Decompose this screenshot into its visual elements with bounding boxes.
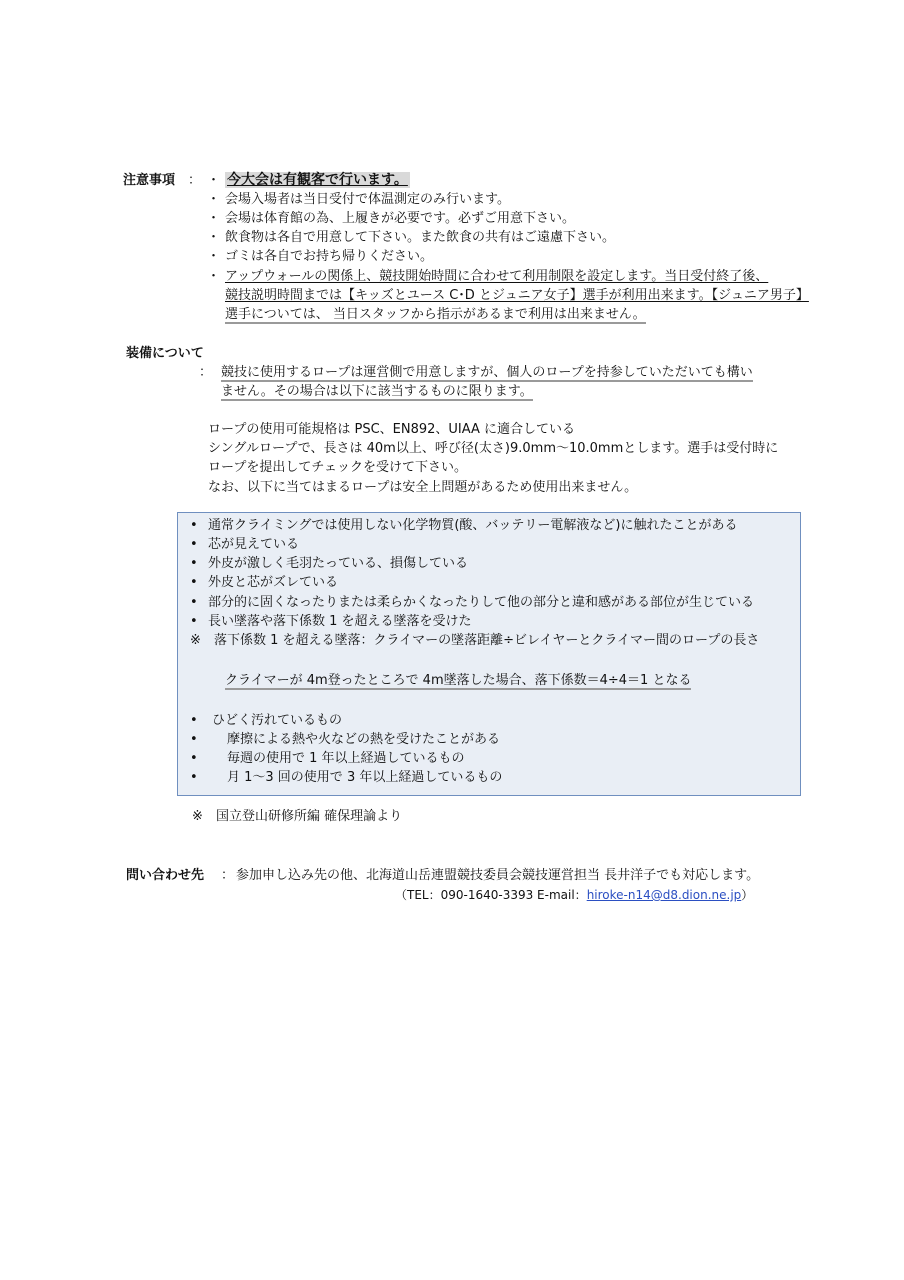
- equipment-intro-text: ません。その場合は以下に該当するものに限ります。: [221, 384, 533, 399]
- bullet: •: [190, 537, 198, 552]
- wall-line-2-wrap: [225, 305, 646, 324]
- contact-line: [395, 886, 753, 905]
- box-item-5: [190, 612, 472, 631]
- notes-item-2: [207, 209, 575, 228]
- box-item-0: [190, 516, 738, 535]
- notes-item-5: [207, 267, 768, 286]
- bullet: ・: [207, 230, 221, 245]
- equipment-intro-1: [221, 382, 533, 401]
- equipment-colon: ：: [199, 365, 213, 380]
- contact-colon: ：: [221, 868, 235, 883]
- bullet: ・: [207, 192, 221, 207]
- box-item-text: 部分的に固くなったりまたは柔らかくなったりして他の部分と違和感がある部位が生じている: [208, 595, 755, 610]
- wall-line-1: 競技説明時間までは【キッズとユース C･D とジュニア女子】選手が利用出来ます。【ジュニア男子】: [225, 288, 809, 303]
- box-note-text: 落下係数 1 を超える墜落：クライマーの墜落距離÷ビレイヤーとクライマー間のロープの長さ: [214, 633, 760, 648]
- bullet: •: [190, 713, 198, 728]
- box-example-text: クライマーが 4m登ったところで 4m墜落した場合、落下係数＝4÷4＝1 となる: [225, 673, 692, 688]
- contact-email-link[interactable]: hiroke-n14@d8.dion.ne.jp: [586, 888, 742, 902]
- note-mark: ※: [190, 633, 201, 648]
- box-item-text: 毎週の使用で 1 年以上経過しているもの: [227, 751, 465, 766]
- contact-close: ）: [741, 888, 754, 902]
- wall-line-1-wrap: [225, 286, 809, 305]
- box-item-text: 外皮が激しく毛羽たっている、損傷している: [208, 556, 469, 571]
- bullet: •: [190, 732, 198, 747]
- notes-item-3: [207, 228, 615, 247]
- box-item-text: 長い墜落や落下係数 1 を超える墜落を受けた: [208, 614, 472, 629]
- box-item-text: 芯が見えている: [208, 537, 300, 552]
- notes-colon: ：: [188, 173, 202, 188]
- box-item-text: 摩擦による熱や火などの熱を受けたことがある: [227, 732, 501, 747]
- spec-line-1: シングルロープで、長さは 40m以上、呼び径(太さ)9.0mm～10.0mmとします。選手は受付時に: [208, 441, 779, 456]
- bullet: •: [190, 770, 198, 785]
- bullet: •: [190, 575, 198, 590]
- wall-line-2: 選手については、 当日スタッフから指示があるまで利用は出来ません。: [225, 307, 646, 322]
- notes-item-text: 会場入場者は当日受付で体温測定のみ行います。: [225, 192, 510, 207]
- box-item-2: [190, 554, 468, 573]
- bullet: ・: [207, 173, 221, 188]
- box-item-4: [190, 593, 754, 612]
- box-item-3: [190, 573, 338, 592]
- notes-item-text: 飲食物は各自で用意して下さい。また飲食の共有はご遠慮下さい。: [225, 230, 616, 245]
- source-text: 国立登山研修所編 確保理論より: [216, 809, 403, 824]
- notes-item-text: ゴミは各自でお持ち帰りください。: [225, 249, 434, 264]
- equipment-intro-text: 競技に使用するロープは運営側で用意しますが、個人のロープを持参していただいても構い: [221, 365, 753, 380]
- box-item-1: [190, 535, 299, 554]
- box-example: [225, 671, 691, 690]
- notes-item-4: [207, 247, 433, 266]
- bullet: ・: [207, 269, 221, 284]
- equipment-heading: 装備について: [126, 346, 204, 361]
- bullet: •: [190, 518, 198, 533]
- box-item-b-3: [190, 768, 502, 787]
- contact-heading: 問い合わせ先: [126, 868, 205, 883]
- bullet: •: [190, 556, 198, 571]
- equipment-intro-0: [221, 363, 753, 382]
- box-note: [190, 631, 759, 650]
- notes-highlight-text: 今大会は有観客で行います。: [227, 172, 408, 188]
- notes-heading: 注意事項: [123, 173, 176, 188]
- box-item-text: ひどく汚れているもの: [212, 713, 343, 728]
- box-item-b-1: [190, 730, 500, 749]
- contact-text: 参加申し込み先の他、北海道山岳連盟競技委員会競技運営担当 長井洋子でも対応します。: [236, 868, 760, 883]
- wall-line-0: アップウォールの関係上、競技開始時間に合わせて利用制限を設定します。当日受付終了後、: [225, 269, 769, 284]
- box-item-b-0: [190, 711, 342, 730]
- box-item-b-2: [190, 749, 465, 768]
- notes-item-0: [207, 171, 410, 190]
- spec-line-3: なお、以下に当てはまるロープは安全上問題があるため使用出来ません。: [208, 480, 638, 495]
- bullet: •: [190, 595, 198, 610]
- bullet: ・: [207, 249, 221, 264]
- source-note: [192, 807, 402, 826]
- notes-item-1: [207, 190, 510, 209]
- rope-condition-box: [177, 512, 801, 796]
- bullet: •: [190, 751, 198, 766]
- bullet: •: [190, 614, 198, 629]
- contact-tel: （TEL：090-1640-3393 E-mail：: [395, 888, 587, 902]
- notes-item-text: 会場は体育館の為、上履きが必要です。必ずご用意下さい。: [225, 211, 575, 226]
- box-item-text: 外皮と芯がズレている: [208, 575, 339, 590]
- bullet: ・: [207, 211, 221, 226]
- box-item-text: 月 1～3 回の使用で 3 年以上経過しているもの: [227, 770, 503, 785]
- box-item-text: 通常クライミングでは使用しない化学物質(酸、バッテリー電解液など)に触れたことがある: [208, 518, 738, 533]
- spec-line-0: ロープの使用可能規格は PSC、EN892、UIAA に適合している: [208, 422, 576, 437]
- spec-line-2: ロープを提出してチェックを受けて下さい。: [208, 460, 467, 475]
- source-mark: ※: [192, 809, 203, 824]
